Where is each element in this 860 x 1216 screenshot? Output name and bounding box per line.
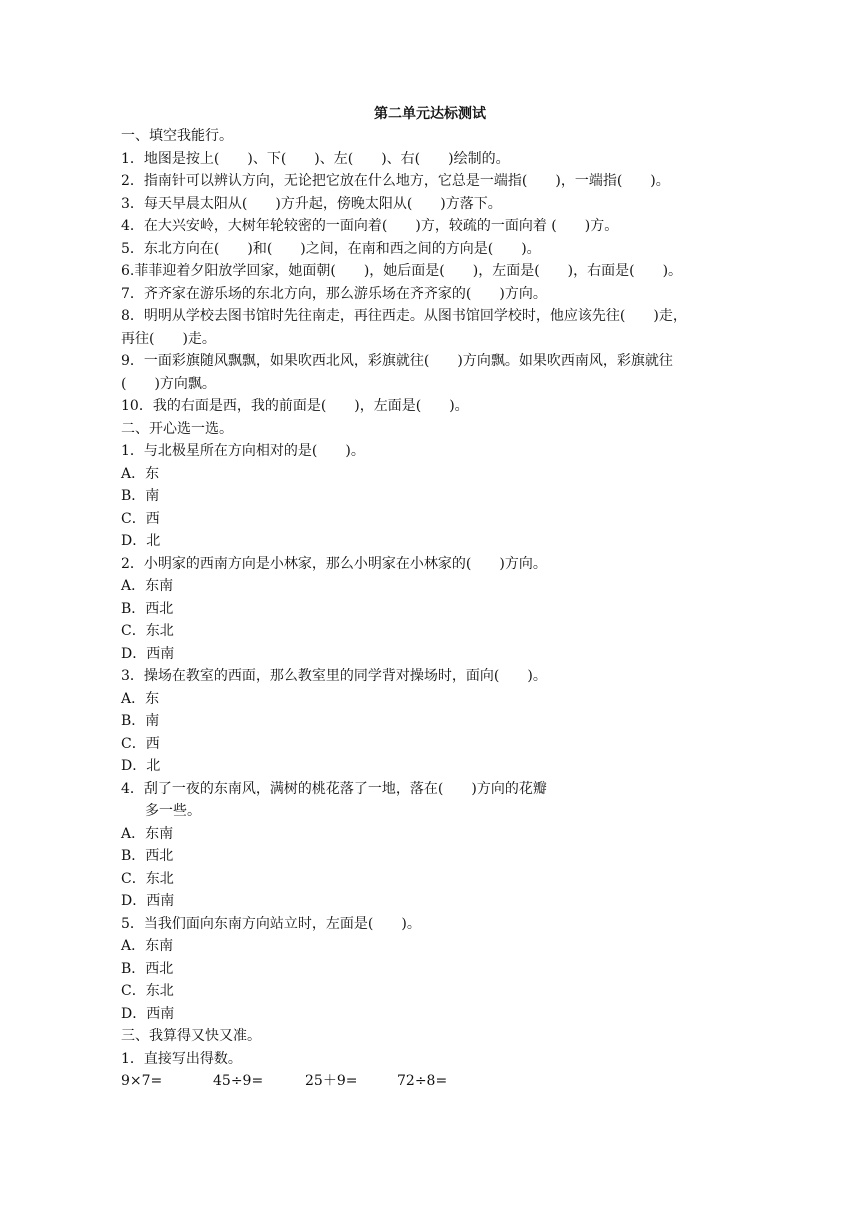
option-b: B．西北 (121, 960, 174, 977)
option-b: B．南 (121, 713, 160, 729)
option-c: C．东北 (121, 983, 174, 999)
question-1-7: 7．齐齐家在游乐场的东北方向，那么游乐场在齐齐家的( )方向。 (121, 285, 547, 302)
option-c: C．西 (121, 510, 160, 527)
option-c: C．东北 (121, 623, 174, 639)
option-c: C．东北 (121, 870, 174, 887)
question-3-1: 1．直接写出得数。 (121, 1050, 242, 1067)
section-heading-fill-blank: 一、填空我能行。 (121, 128, 233, 144)
question-1-4: 4．在大兴安岭，大树年轮较密的一面向着( )方，较疏的一面向着 ( )方。 (121, 218, 619, 234)
section-heading-calculation: 三、我算得又快又准。 (121, 1028, 261, 1044)
calc-item: 9×7= (121, 1073, 163, 1089)
question-1-2: 2．指南针可以辨认方向，无论把它放在什么地方，它总是一端指( )，一端指( )。 (121, 173, 670, 189)
question-2-2: 2．小明家的西南方向是小林家，那么小明家在小林家的( )方向。 (121, 555, 547, 572)
question-1-9-line1: 9．一面彩旗随风飘飘，如果吹西北风，彩旗就往( )方向飘。如果吹西南风，彩旗就往 (121, 353, 673, 369)
question-1-5: 5．东北方向在( )和( )之间，在南和西之间的方向是( )。 (121, 240, 541, 257)
option-a: A．东南 (121, 938, 174, 954)
calc-item: 45÷9= (213, 1073, 264, 1089)
option-d: D．西南 (121, 645, 175, 662)
option-a: A．东 (121, 690, 160, 707)
calc-item: 25＋9= (305, 1073, 358, 1089)
option-b: B．南 (121, 488, 160, 504)
option-b: B．西北 (121, 600, 174, 617)
page-title: 第二单元达标测试 (374, 106, 486, 122)
option-d: D．北 (121, 758, 161, 774)
question-2-1: 1．与北极星所在方向相对的是( )。 (121, 443, 365, 459)
option-b: B．西北 (121, 848, 174, 864)
question-1-1: 1．地图是按上( )、下( )、左( )、右( )绘制的。 (121, 150, 510, 167)
calculation-row (121, 1070, 741, 1093)
option-a: A．东南 (121, 825, 174, 842)
question-2-4-line2: 多一些。 (145, 803, 201, 819)
question-2-5: 5．当我们面向东南方向站立时，左面是( )。 (121, 915, 421, 932)
question-2-3: 3．操场在教室的西面，那么教室里的同学背对操场时，面向( )。 (121, 668, 547, 684)
option-c: C．西 (121, 735, 160, 752)
question-1-3: 3．每天早晨太阳从( )方升起，傍晚太阳从( )方落下。 (121, 195, 502, 212)
calc-item: 72÷8= (397, 1073, 448, 1089)
question-1-8-line1: 8．明明从学校去图书馆时先往南走，再往西走。从图书馆回学校时，他应该先往( )走， (121, 308, 687, 324)
question-1-8-line2: 再往( )走。 (121, 330, 216, 347)
option-d: D．西南 (121, 893, 175, 909)
option-a: A．东 (121, 465, 160, 482)
question-1-10: 10．我的右面是西，我的前面是( )，左面是( )。 (121, 398, 469, 414)
question-1-6: 6.菲菲迎着夕阳放学回家，她面朝( )，她后面是( )，左面是( )，右面是( )。 (121, 263, 683, 279)
worksheet-content (121, 125, 741, 1093)
option-d: D．西南 (121, 1005, 175, 1022)
question-2-4-line1: 4．刮了一夜的东南风，满树的桃花落了一地，落在( )方向的花瓣 (121, 780, 547, 797)
option-d: D．北 (121, 533, 161, 549)
question-1-9-line2: ( )方向飘。 (121, 375, 216, 392)
option-a: A．东南 (121, 578, 174, 594)
section-heading-multiple-choice: 二、开心选一选。 (121, 420, 233, 437)
